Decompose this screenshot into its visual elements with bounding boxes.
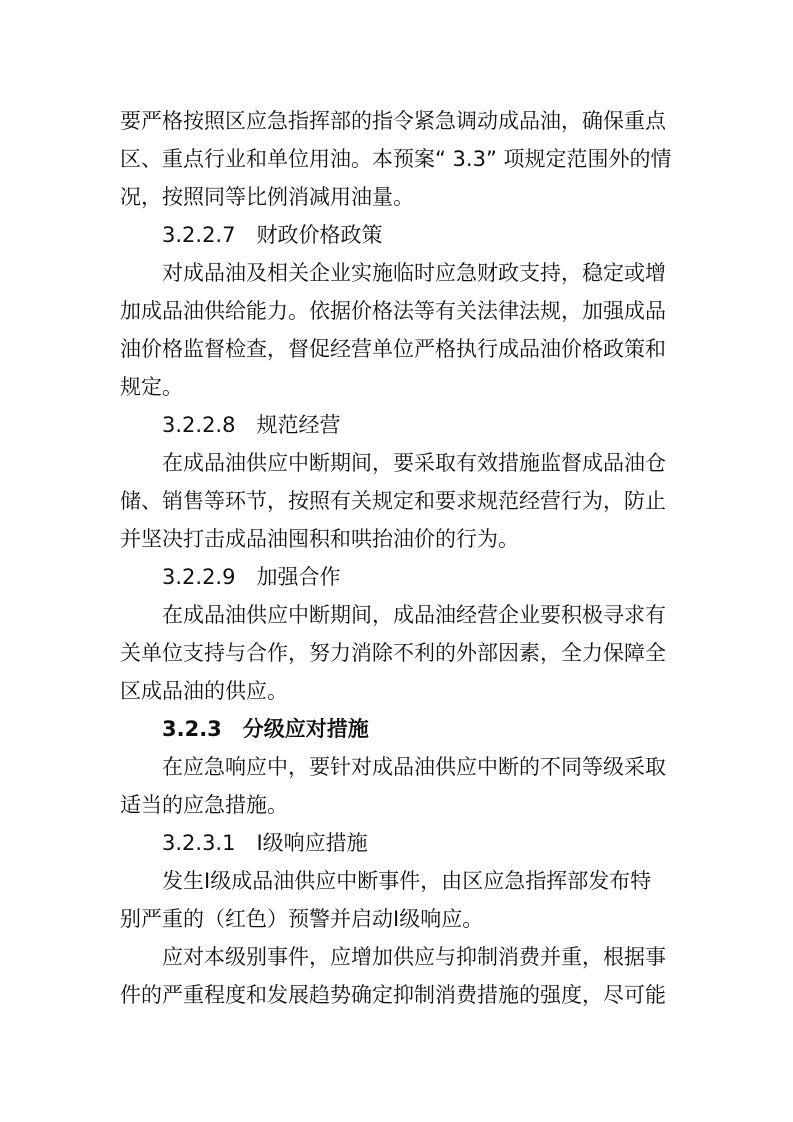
body-text-line: 在应急响应中，要针对成品油供应中断的不同等级采取 bbox=[162, 755, 666, 779]
section-heading-3-2-2-8: 3.2.2.8 规范经营 bbox=[162, 413, 341, 437]
body-text-line: 区、重点行业和单位用油。本预案“ 3.3” 项规定范围外的情 bbox=[120, 147, 672, 171]
section-heading-3-2-2-7: 3.2.2.7 财政价格政策 bbox=[162, 223, 383, 247]
body-text-line: 件的严重程度和发展趋势确定抑制消费措施的强度，尽可能 bbox=[120, 983, 666, 1007]
body-text-line: 况，按照同等比例消减用油量。 bbox=[120, 185, 414, 209]
body-text-line: 储、销售等环节，按照有关规定和要求规范经营行为，防止 bbox=[120, 489, 666, 513]
body-text-line: 规定。 bbox=[120, 375, 183, 399]
body-text-line: 在成品油供应中断期间，成品油经营企业要积极寻求有 bbox=[162, 603, 666, 627]
body-text-line: 对成品油及相关企业实施临时应急财政支持，稳定或增 bbox=[162, 261, 666, 285]
body-text-line: 应对本级别事件，应增加供应与抑制消费并重，根据事 bbox=[162, 945, 666, 969]
section-heading-3-2-3: 3.2.3 分级应对措施 bbox=[162, 717, 369, 741]
body-text-line: 在成品油供应中断期间，要采取有效措施监督成品油仓 bbox=[162, 451, 666, 475]
body-text-line: 并坚决打击成品油囤积和哄抬油价的行为。 bbox=[120, 527, 519, 551]
section-heading-3-2-2-9: 3.2.2.9 加强合作 bbox=[162, 565, 341, 589]
body-text-line: 适当的应急措施。 bbox=[120, 793, 288, 817]
body-text-line: 要严格按照区应急指挥部的指令紧急调动成品油，确保重点 bbox=[120, 109, 666, 133]
body-text-line: 加成品油供给能力。依据价格法等有关法律法规，加强成品 bbox=[120, 299, 666, 323]
body-text-line: 别严重的（红色）预警并启动Ⅰ级响应。 bbox=[120, 907, 484, 931]
section-heading-3-2-3-1: 3.2.3.1 Ⅰ级响应措施 bbox=[162, 831, 368, 855]
body-text-line: 区成品油的供应。 bbox=[120, 679, 288, 703]
body-text-line: 油价格监督检查，督促经营单位严格执行成品油价格政策和 bbox=[120, 337, 666, 361]
body-text-line: 关单位支持与合作，努力消除不利的外部因素，全力保障全 bbox=[120, 641, 666, 665]
body-text-line: 发生Ⅰ级成品油供应中断事件，由区应急指挥部发布特 bbox=[162, 869, 652, 893]
